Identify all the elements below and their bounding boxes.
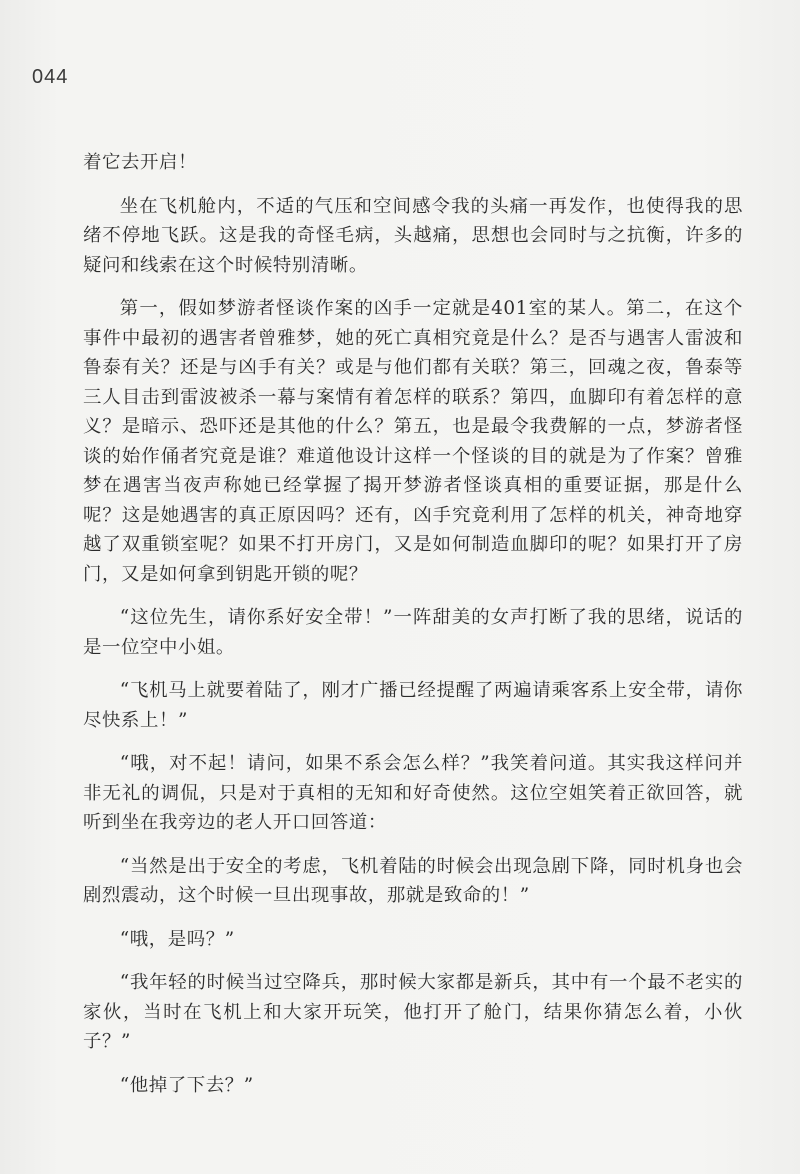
paragraph: “哦，对不起！请问，如果不系会怎么样？”我笑着问道。其实我这样问并非无礼的调侃，只是对于真相的无知和好奇使然。这位空姐笑着正欲回答，就听到坐在我旁边的老人开口回答道： (83, 753, 743, 833)
paragraph: 着它去开启！ (83, 152, 197, 173)
paragraph: “我年轻的时候当过空降兵，那时候大家都是新兵，其中有一个最不老实的家伙，当时在飞机上和大家开玩笑，他打开了舱门，结果你猜怎么着，小伙子？” (83, 972, 743, 1052)
paragraph: “哦，是吗？” (119, 928, 235, 950)
page-number: 044 (32, 66, 69, 88)
body-text (83, 148, 743, 1114)
paragraph: “这位先生，请你系好安全带！”一阵甜美的女声打断了我的思绪，说话的是一位空中小姐。 (83, 607, 743, 658)
paragraph: 坐在飞机舱内，不适的气压和空间感令我的头痛一再发作，也使得我的思绪不停地飞跃。这是我的奇怪毛病，头越痛，思想也会同时与之抗衡，许多的疑问和线索在这个时候特别清晰。 (83, 195, 743, 276)
paragraph: 第一，假如梦游者怪谈作案的凶手一定就是401室的某人。第二，在这个事件中最初的遇害者曾雅梦，她的死亡真相究竟是什么？是否与遇害人雷波和鲁泰有关？还是与凶手有关？或是与他们都有关联？第三，回魂之夜，鲁泰等三人目击到雷波被杀一幕与案情有着怎样的联系？第四，血脚印有着怎样的意义？是暗示、恐吓还是其他的什么？第五，也是最令我费解的一点，梦游者怪谈的始作俑者究竟是谁？难道他设计这样一个怪谈的目的就是为了作案？曾雅梦在遇害当夜声称她已经掌握了揭开梦游者怪谈真相的重要证据，那是什么呢？这是她遇害的真正原因吗？还有，凶手究竟利用了怎样的机关，神奇地穿越了双重锁室呢？如果不打开房门，又是如何制造血脚印的呢？如果打开了房门，又是如何拿到钥匙开锁的呢？ (83, 298, 743, 585)
paragraph: “飞机马上就要着陆了，刚才广播已经提醒了两遍请乘客系上安全带，请你尽快系上！” (83, 680, 743, 731)
paragraph: “他掉了下去？” (119, 1074, 254, 1096)
paragraph: “当然是出于安全的考虑，飞机着陆的时候会出现急剧下降，同时机身也会剧烈震动，这个时候一旦出现事故，那就是致命的！” (83, 855, 743, 906)
